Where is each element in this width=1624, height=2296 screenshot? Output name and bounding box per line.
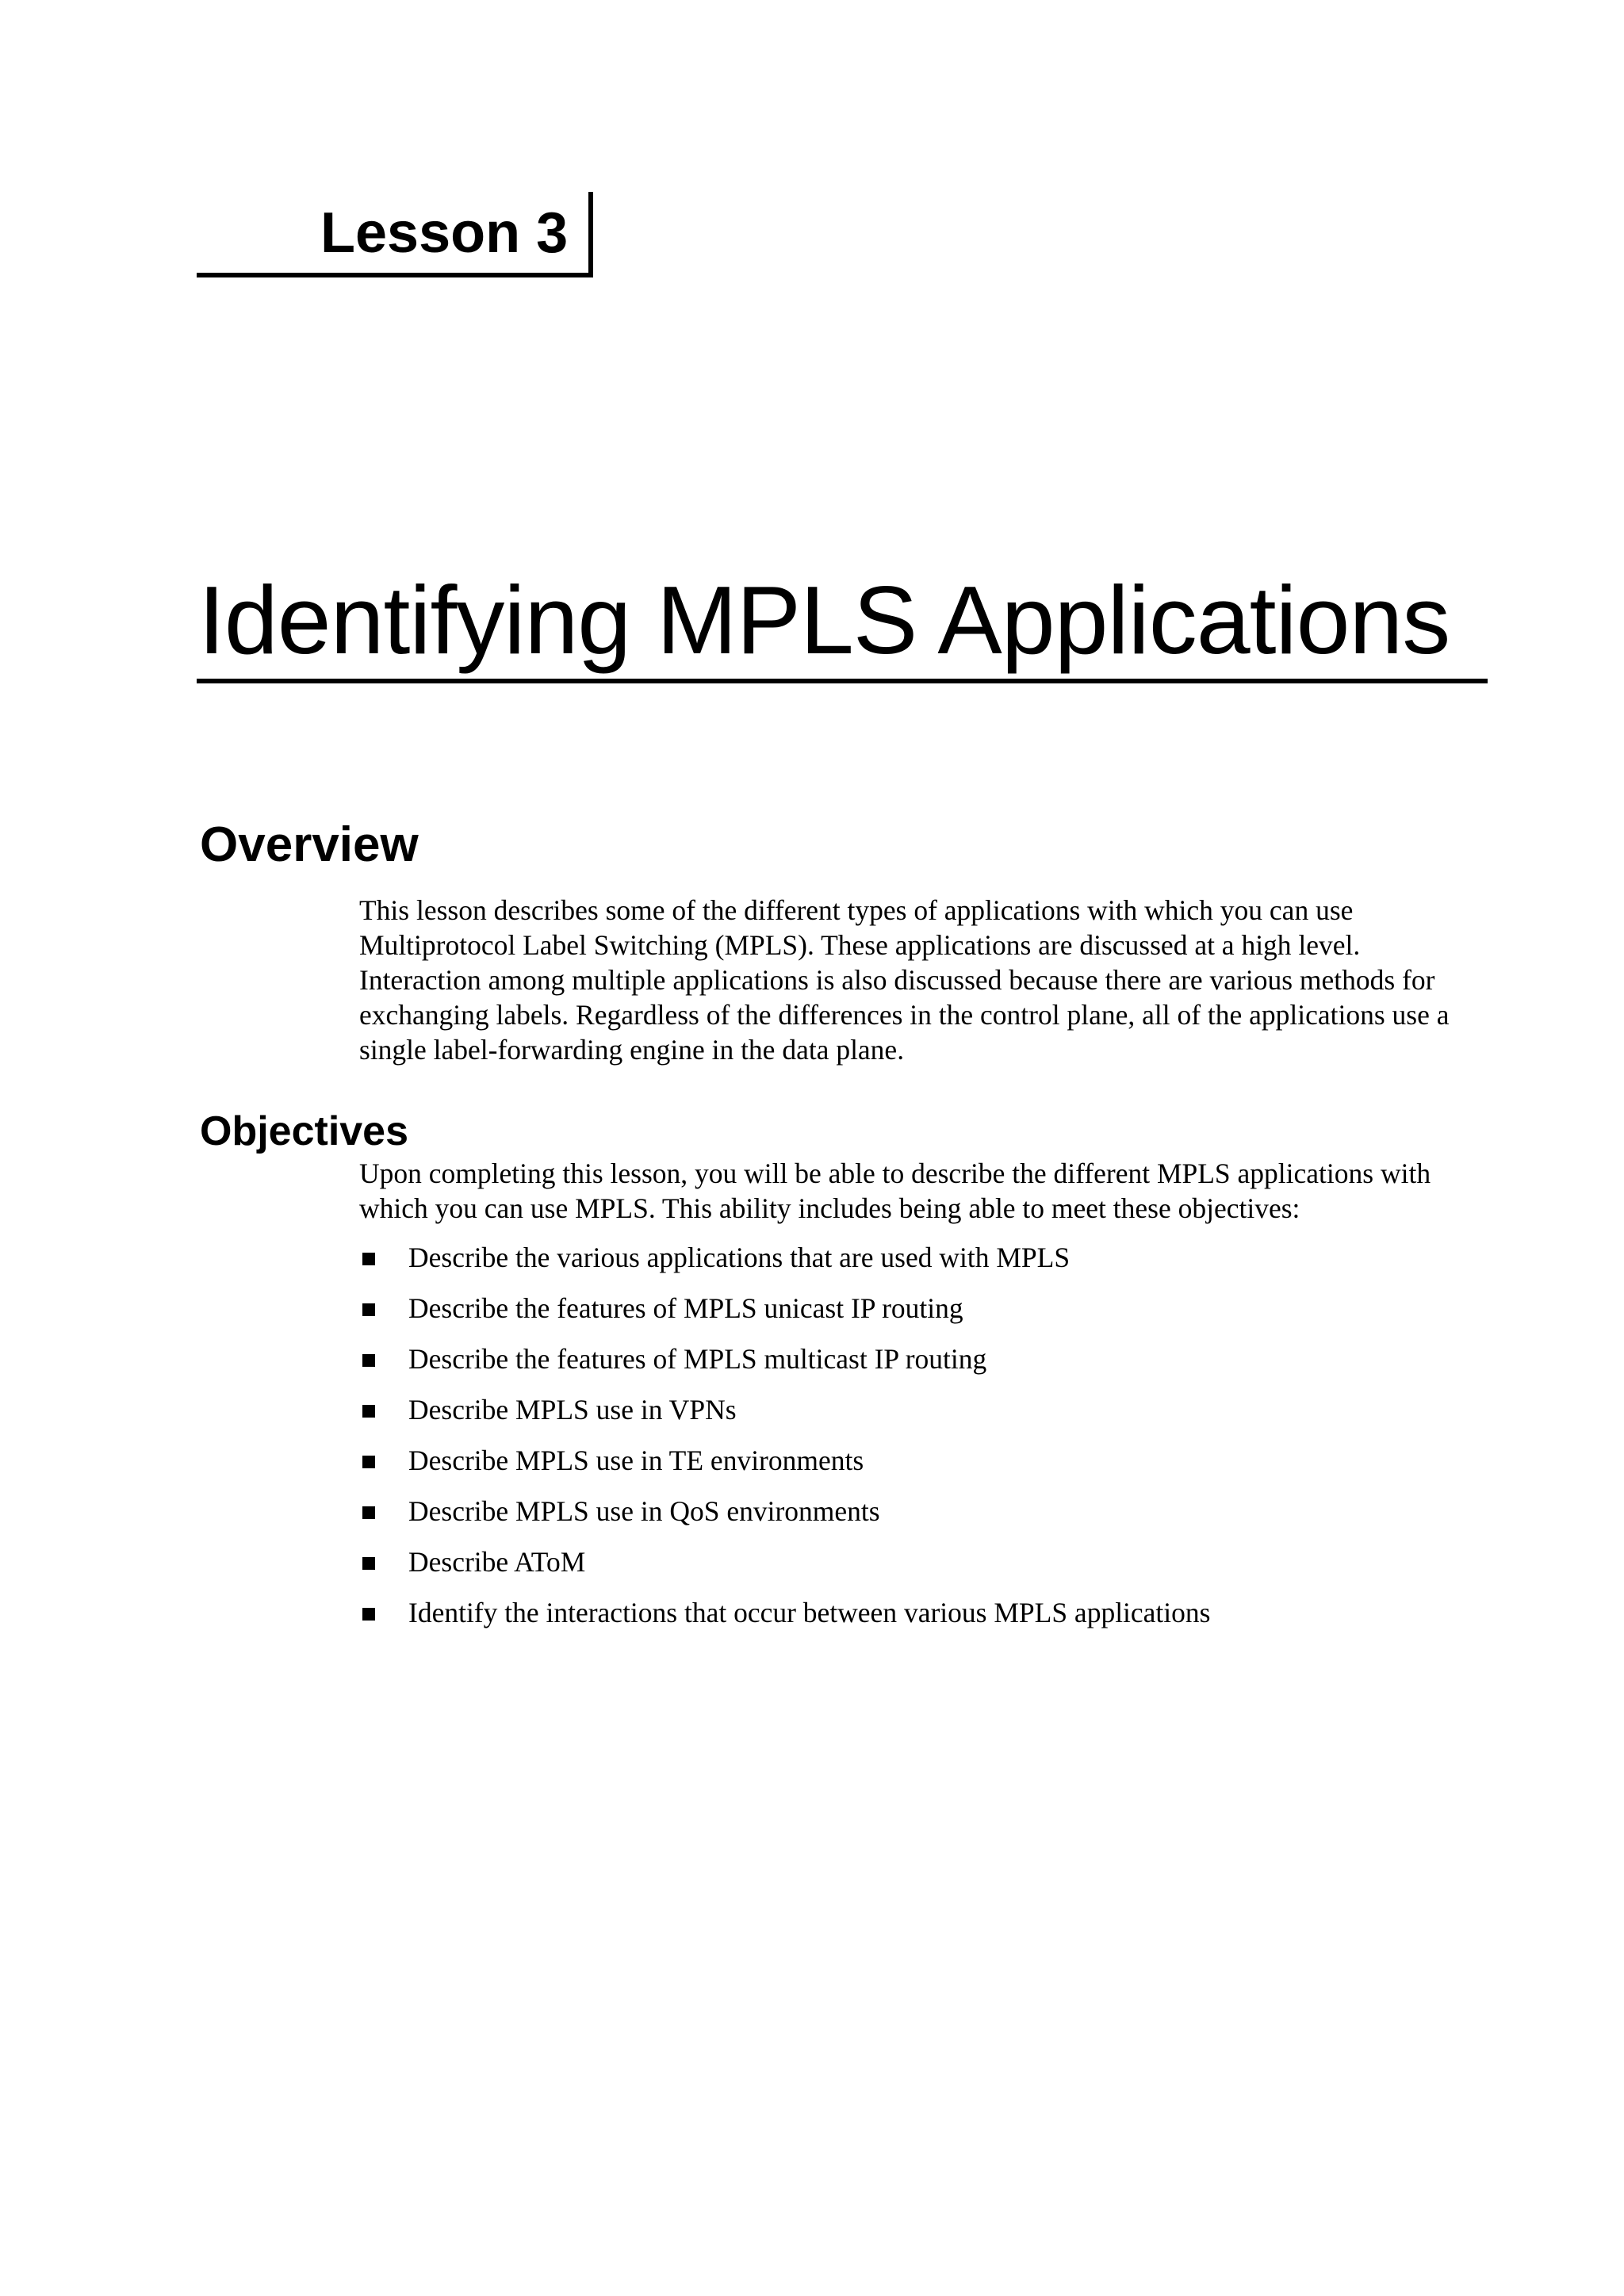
page-title: Identifying MPLS Applications <box>198 566 1450 674</box>
lesson-number: Lesson 3 <box>320 201 569 265</box>
lesson-vertical-rule <box>588 192 593 277</box>
square-bullet-icon <box>362 1557 375 1570</box>
list-item-label: Describe the various applications that are used with MPLS <box>408 1242 1071 1273</box>
lesson-underline-rule <box>197 273 593 277</box>
objectives-intro: Upon completing this lesson, you will be able to describe the different MPLS applications with which you can use MPLS. This ability includes being able to meet these objectives: <box>359 1158 1431 1224</box>
list-item-label: Describe MPLS use in TE environments <box>408 1445 864 1476</box>
list-item-label: Describe AToM <box>408 1546 586 1578</box>
square-bullet-icon <box>362 1608 375 1621</box>
square-bullet-icon <box>362 1506 375 1519</box>
square-bullet-icon <box>362 1253 375 1265</box>
square-bullet-icon <box>362 1456 375 1468</box>
list-item-label: Describe MPLS use in QoS environments <box>408 1495 880 1527</box>
title-underline-rule <box>197 679 1488 683</box>
square-bullet-icon <box>362 1354 375 1367</box>
list-item-label: Describe MPLS use in VPNs <box>408 1394 737 1425</box>
overview-heading: Overview <box>200 817 419 872</box>
overview-paragraph: This lesson describes some of the different types of applications with which you can use Multiprotocol Label Switching (MPLS). These applications are discussed at a high level. Interaction among multiple applications is also discussed because there are various methods for exchanging labels. Regardless of the differences in the control plane, all of the applications use a single label-forwarding engine in the data plane. <box>359 894 1450 1066</box>
list-item-label: Describe the features of MPLS unicast IP routing <box>408 1292 963 1324</box>
list-item-label: Identify the interactions that occur between various MPLS applications <box>408 1597 1211 1628</box>
square-bullet-icon <box>362 1405 375 1418</box>
list-item-label: Describe the features of MPLS multicast IP routing <box>408 1343 987 1375</box>
objectives-heading: Objectives <box>200 1108 409 1154</box>
square-bullet-icon <box>362 1303 375 1316</box>
